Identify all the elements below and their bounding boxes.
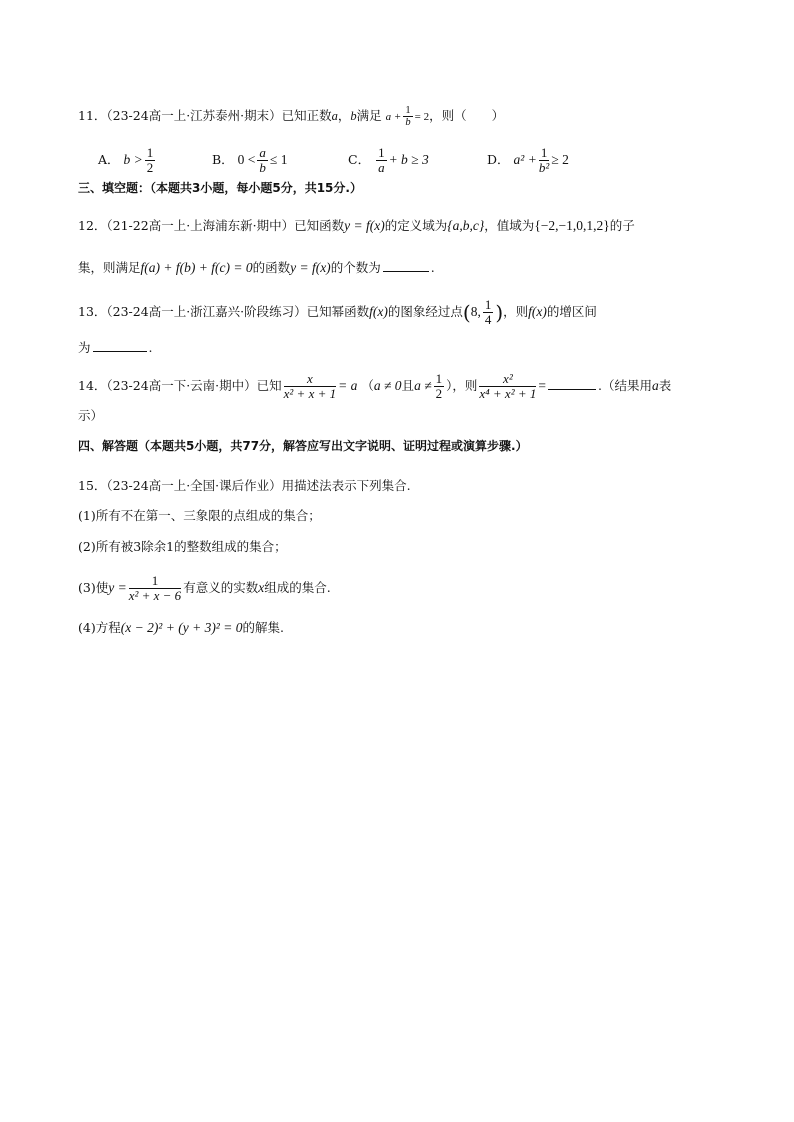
q11-var-a: a [331,109,338,123]
frac-num: 1 [435,371,443,386]
q11-sep: ， [337,108,351,123]
q11-cond-rhs: = 2 [414,111,430,123]
option-label: B． [212,152,234,167]
q13-text-2: 的图象经过点 [387,304,463,319]
q13-point-x: 8, [470,304,481,319]
frac-den: 4 [484,312,492,327]
frac-num: 1 [129,574,181,589]
q15-p4-eq: (x − 2)² + (y + 3)² = 0 [120,620,243,635]
q14-tail-2: 表 [658,378,672,393]
frac-num: 1 [540,145,548,160]
answer-blank [383,259,429,272]
q15-p3-text: (3)使 [78,580,109,595]
frac-num: 1 [484,297,492,312]
q14-frac-2 [479,372,536,401]
q11-stem [78,105,504,128]
q13-line-1 [78,298,597,327]
option-label: D． [487,152,510,167]
frac-den: x⁴ + x² + 1 [479,386,537,401]
option-frac [145,146,156,175]
q12-text-6: 的函数 [252,260,291,275]
option-expr: b > [123,152,143,167]
frac-den: 2 [146,160,154,175]
q14-cond-frac [434,372,445,401]
option-frac [539,146,550,175]
q11-cond-den: b [405,117,411,128]
q12-end: . [430,260,435,275]
q11-text-2: 满足 [356,108,382,123]
q14-cond-a: a ≠ 0 [373,378,402,393]
option-label: C． [348,152,371,167]
q14-line-1 [78,372,671,401]
q13-point-frac [483,298,494,327]
q13-fx-2: f(x) [528,304,547,319]
q13-text-4: 的增区间 [546,304,597,319]
paren-open: ( [462,300,471,325]
q11-option-d [487,146,569,175]
q11-number: 11． [78,108,107,123]
q14-and: 且 [401,378,415,393]
q14-cond-b: a ≠ [414,378,432,393]
section-4-heading: 四、解答题（本题共5小题，共77分，解答应写出文字说明、证明过程或演算步骤.） [78,439,528,453]
q15-p4-text-2: 的解集. [242,620,284,635]
q11-option-c [348,146,429,175]
q11-cond-num: 1 [405,105,411,116]
frac-den: x² + x − 6 [128,588,182,603]
q13-line-2 [78,338,153,358]
q12-text-4: 的子 [609,218,635,233]
q14-text: 14．（23-24高一下·云南·期中）已知 [78,378,282,393]
q12-domain: {a,b,c} [447,218,485,233]
q11-text-3: ，则（ ） [429,108,505,123]
frac-den: 2 [435,386,443,401]
q12-text: 12．（21-22高一上·上海浦东新·期中）已知函数 [78,218,345,233]
paren-close: ) [495,300,504,325]
q15-stem: 15．（23-24高一上·全国·课后作业）用描述法表示下列集合. [78,478,411,493]
q14-eq: = [538,378,547,393]
answer-blank [548,377,596,390]
q12-line-1 [78,216,635,236]
q11-source: （23-24高一上·江苏泰州·期末） [106,108,282,123]
option-expr-rhs: ≤ 1 [269,152,288,167]
q12-line-2 [78,258,435,278]
option-frac [376,146,387,175]
frac-num: x [284,372,336,387]
q11-option-b [212,146,287,175]
frac-den: x² + x + 1 [283,386,337,401]
option-expr-rhs: ≥ 2 [551,152,569,167]
q14-paren: （ [361,378,374,393]
answer-blank [93,339,147,352]
q15-part-1: (1)所有不在第一、三象限的点组成的集合； [78,508,321,523]
q12-text-3: ，值域为 [484,218,535,233]
q15-p3-frac [129,574,181,603]
frac-num: 1 [146,145,154,160]
q13-end: . [148,340,153,355]
q11-text: 已知正数 [281,108,332,123]
q12-func-2: y = f(x) [290,260,331,275]
option-label: A． [98,152,120,167]
q15-p3-text-3: 组成的集合. [264,580,331,595]
q15-part-2: (2)所有被3除余1的整数组成的集合； [78,539,287,554]
q12-text-2: 的定义域为 [384,218,448,233]
q15-part-4 [78,618,284,638]
q11-var-b: b [350,109,357,123]
q14-frac-1 [284,372,336,401]
q12-cond: f(a) + f(b) + f(c) = 0 [140,260,253,275]
option-expr: a² + [513,152,537,167]
q15-part-3 [78,574,331,603]
q15-p3-text-2: 有意义的实数 [183,580,259,595]
q11-cond-frac [403,105,412,128]
q12-range: {−2,−1,0,1,2} [534,218,610,233]
q15-p3-y: y = [108,580,127,595]
q14-line-2: 示） [78,408,104,423]
frac-num: x² [479,372,536,387]
q12-func: y = f(x) [344,218,385,233]
q14-text-2: ），则 [446,378,478,393]
frac-num: 1 [378,145,385,160]
q13-text-5: 为 [78,340,91,355]
option-frac [257,146,268,175]
q15-p4-text: (4)方程 [78,620,121,635]
q14-tail-var: a [652,378,659,393]
q13-fx: f(x) [369,304,388,319]
option-expr: 0 < [237,152,256,167]
q11-option-a [98,146,157,175]
frac-den: b² [538,160,550,175]
q11-cond-lhs: a + [385,111,402,123]
q14-eq-a: = a [338,378,358,393]
option-expr-rhs: + b ≥ 3 [388,152,429,167]
q13-text: 13．（23-24高一上·浙江嘉兴·阶段练习）已知幂函数 [78,304,370,319]
frac-den: b [259,160,266,175]
q13-text-3: ，则 [503,304,529,319]
section-3-heading: 三、填空题：（本题共3小题，每小题5分，共15分.） [78,181,362,195]
q12-text-7: 的个数为 [330,260,381,275]
frac-den: a [378,160,385,175]
q15-p3-x: x [258,580,265,595]
frac-num: a [259,145,266,160]
q14-tail: .（结果用 [598,378,652,393]
q12-text-5: 集，则满足 [78,260,141,275]
